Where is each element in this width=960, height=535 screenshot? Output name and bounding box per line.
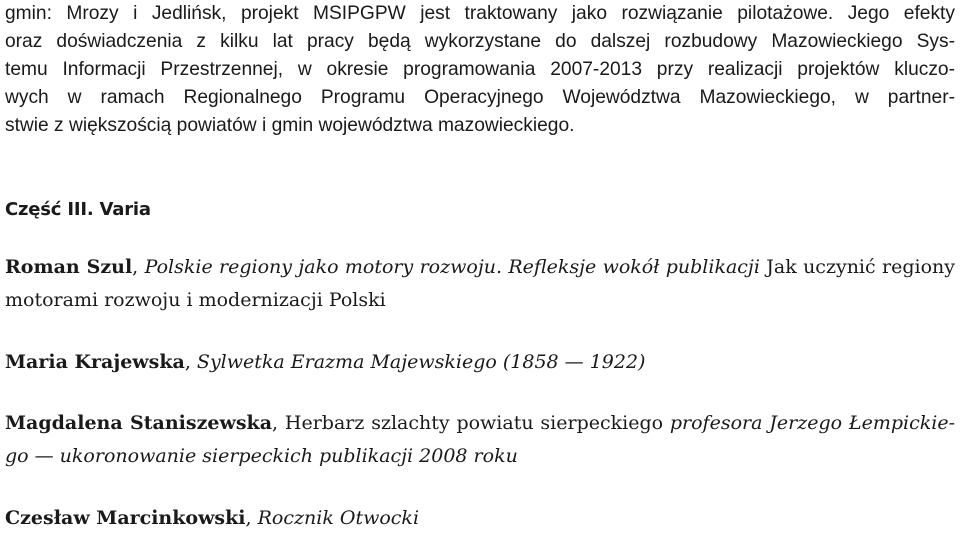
entry-title: Polskie regiony jako motory rozwoju. Refleksje wokół publikacji: [144, 256, 760, 278]
entry-title-plain: Jak uczynić regiony: [759, 256, 955, 278]
intro-paragraph: [5, 0, 955, 140]
entry-title: Sylwetka Erazma Majewskiego (1858 — 1922): [196, 351, 646, 373]
entry-separator: ,: [184, 351, 197, 373]
entry-line: [5, 502, 955, 535]
entry-title-plain: Herbarz szlachty powiatu sierpeckiego: [284, 412, 670, 434]
entry-author: Maria Krajewska: [5, 351, 185, 373]
intro-line: gmin: Mrozy i Jedlińsk, projekt MSIPGPW jest traktowany jako rozwiązanie pilotażowe. Jego efekty: [5, 3, 955, 24]
intro-line: temu Informacji Przestrzennej, w okresie programowania 2007-2013 przy realizacji projektów kluczo-: [5, 59, 955, 80]
bibliography-entry: [5, 502, 955, 535]
entry-author: Magdalena Staniszewska: [5, 412, 273, 434]
entry-line: go — ukoronowanie sierpeckich publikacji 2008 roku: [5, 445, 518, 467]
document-page: [5, 0, 955, 529]
bibliography-entry: [5, 251, 955, 317]
entry-author: Roman Szul: [5, 256, 133, 278]
entry-line: [5, 346, 955, 379]
entry-separator: ,: [132, 256, 145, 278]
entry-title: Rocznik Otwocki: [257, 507, 420, 529]
intro-line: oraz doświadczenia z kilku lat pracy będą wykorzystane do dalszej rozbudowy Mazowieckiego Sys-: [5, 31, 955, 52]
entry-separator: ,: [272, 412, 285, 434]
intro-line: stwie z większością powiatów i gmin województwa mazowieckiego.: [5, 115, 575, 136]
entry-line: [5, 251, 955, 284]
section-heading: Część III. Varia: [5, 199, 151, 220]
entry-separator: ,: [245, 507, 258, 529]
intro-line: wych w ramach Regionalnego Programu Operacyjnego Województwa Mazowieckiego, w partner-: [5, 87, 955, 108]
entry-line: motorami rozwoju i modernizacji Polski: [5, 289, 386, 311]
entry-title: profesora Jerzego Łempickie-: [669, 412, 955, 434]
bibliography-entry: [5, 346, 955, 379]
bibliography-entry: [5, 407, 955, 473]
entry-line: [5, 407, 955, 440]
entry-author: Czesław Marcinkowski: [5, 507, 246, 529]
